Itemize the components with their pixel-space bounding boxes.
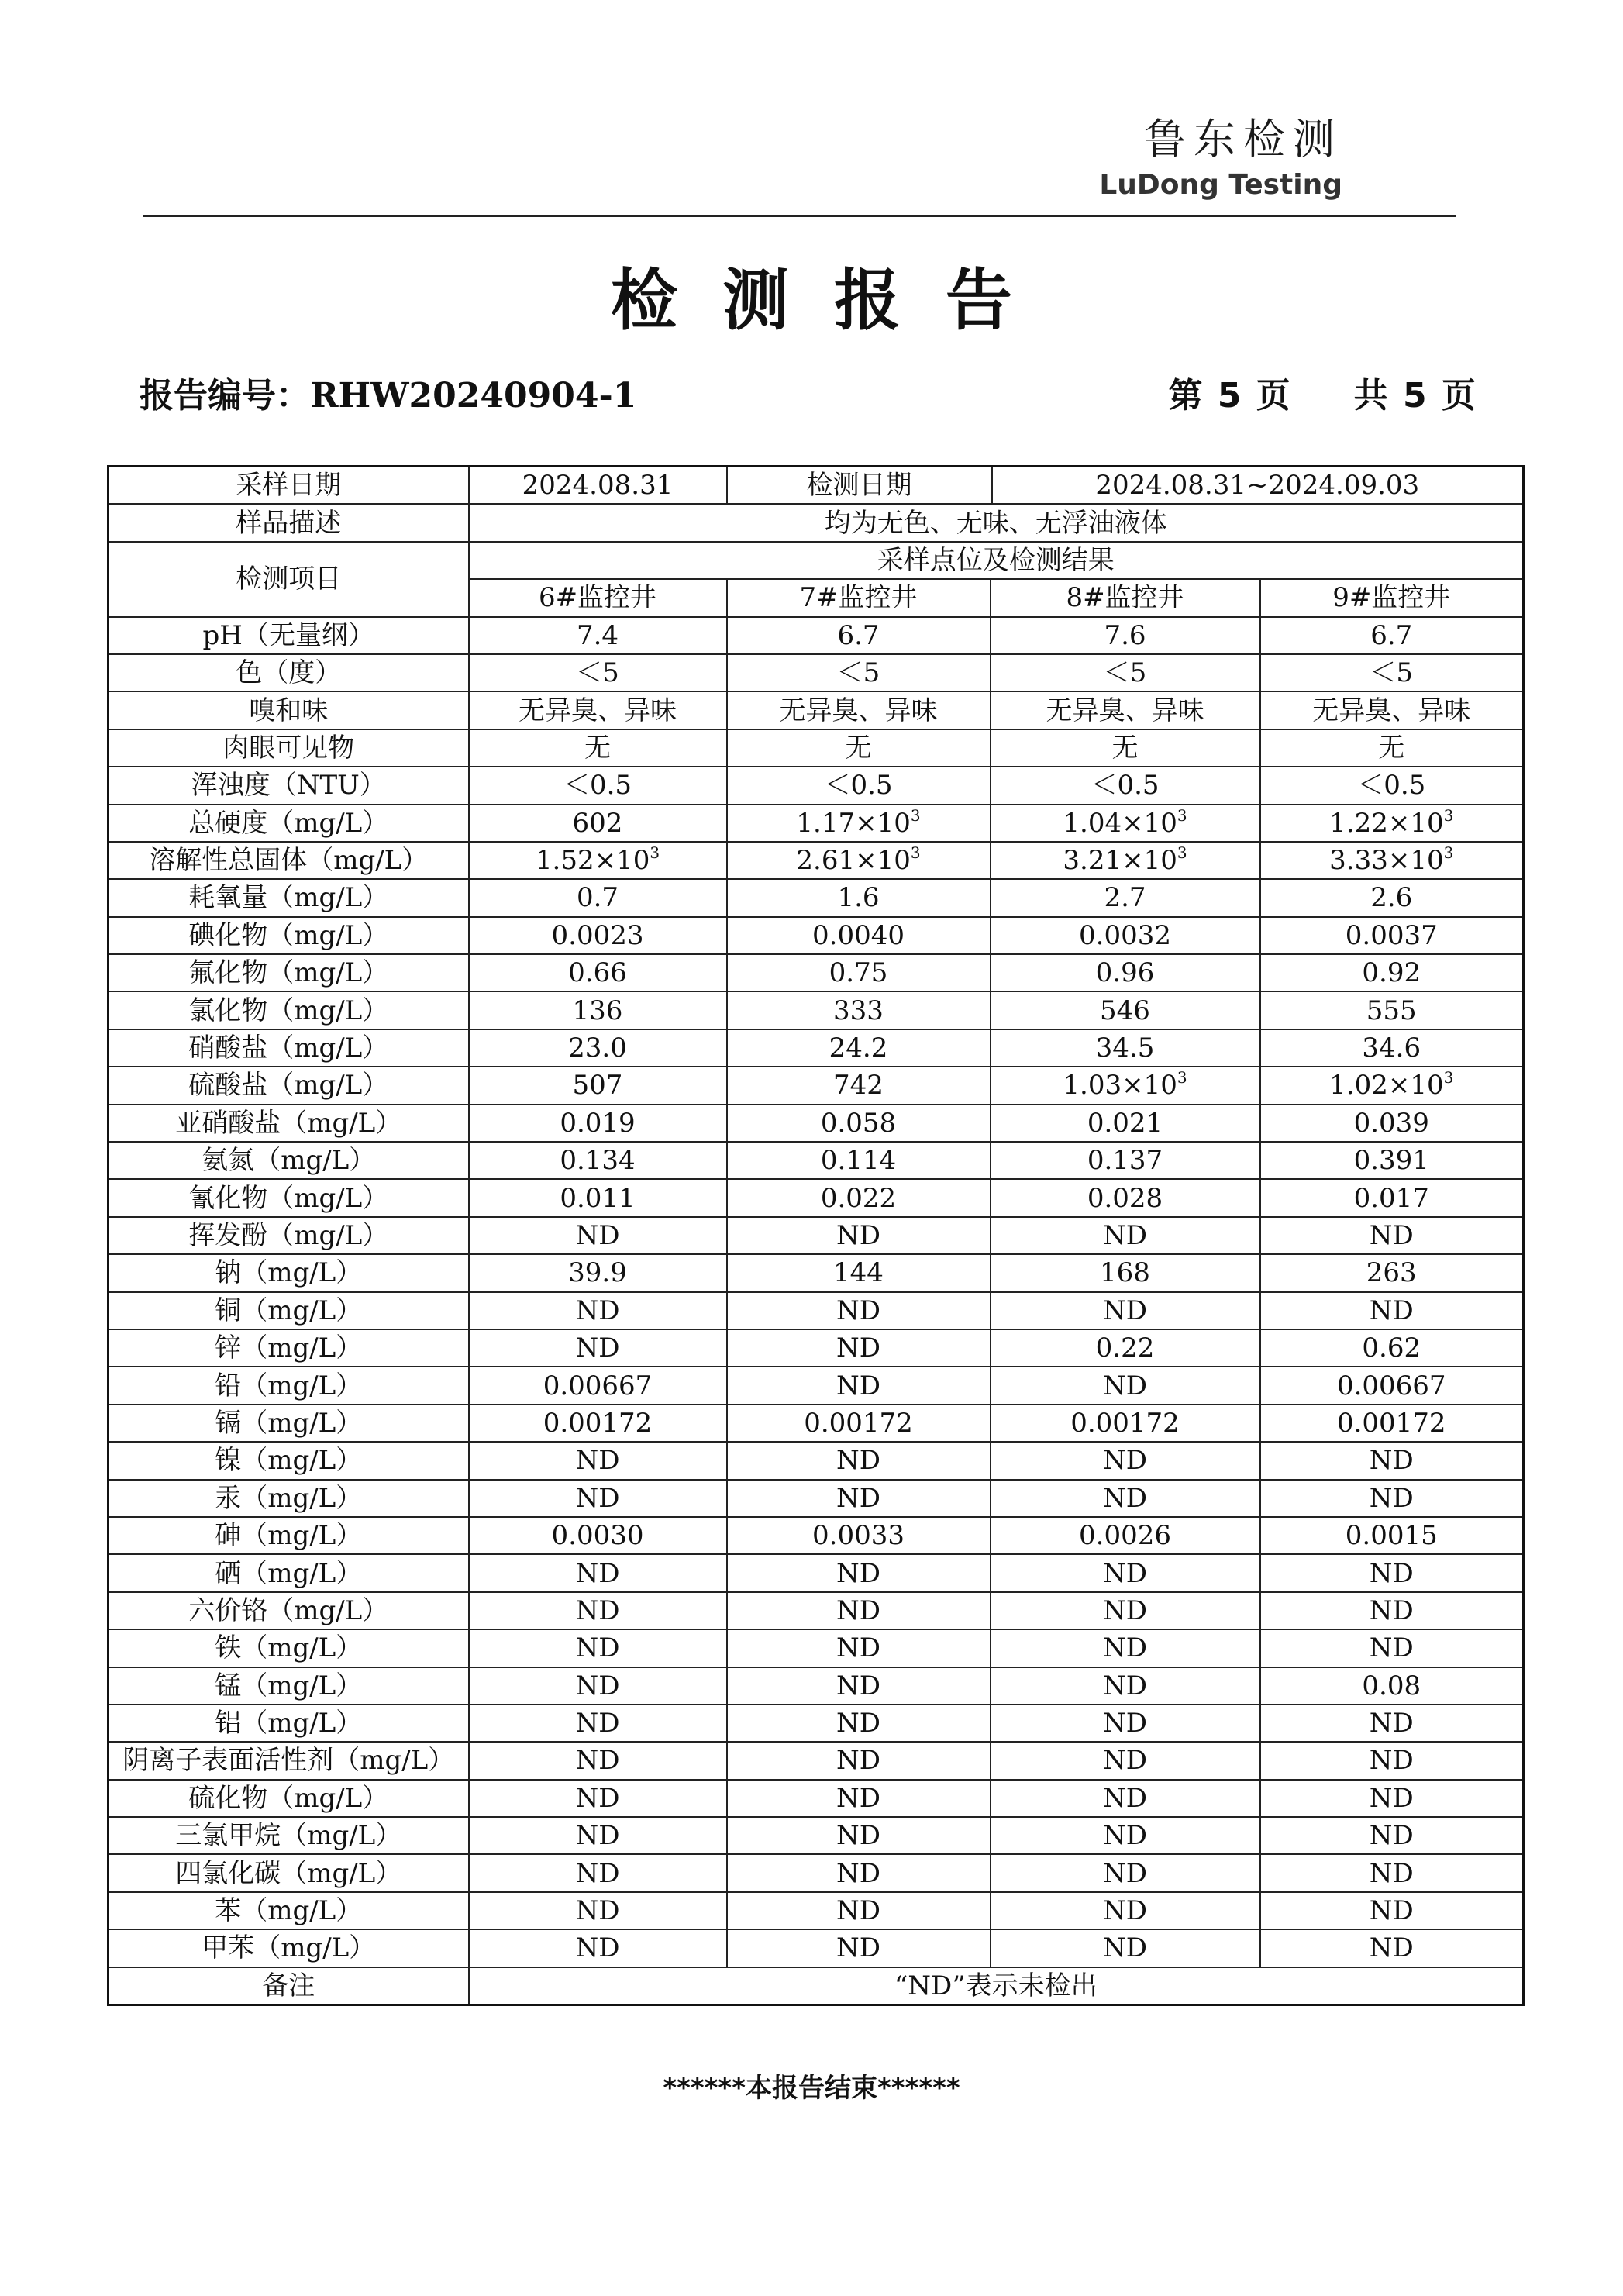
result-value: ND <box>991 1705 1260 1742</box>
result-value: ND <box>991 1929 1260 1967</box>
result-value: 136 <box>469 991 727 1029</box>
result-value: ND <box>991 1217 1260 1254</box>
result-value: ND <box>1260 1480 1524 1517</box>
result-value: $1.03\times 10^3$ <box>991 1067 1260 1104</box>
column-header-6: 6#监控井 <box>469 579 727 616</box>
result-value: 2.7 <box>991 879 1260 916</box>
result-value: ND <box>727 1892 991 1929</box>
test-item-name: 耗氧量（mg/L） <box>109 879 469 916</box>
result-value: ND <box>991 1442 1260 1479</box>
result-value: 0.114 <box>727 1142 991 1179</box>
item-header: 检测项目 <box>109 542 469 617</box>
result-value: ND <box>991 1892 1260 1929</box>
result-value: $1.02\times 10^3$ <box>1260 1067 1524 1104</box>
result-value: $1.52\times 10^3$ <box>469 842 727 879</box>
result-value: ND <box>727 1929 991 1967</box>
result-value: ＜0.5 <box>1260 767 1524 804</box>
test-item-name: 硝酸盐（mg/L） <box>109 1029 469 1067</box>
result-value: ND <box>469 1929 727 1967</box>
brand-name-en: LuDong Testing <box>1099 169 1342 201</box>
result-value: 7.6 <box>991 617 1260 654</box>
table-row <box>109 1817 1524 1854</box>
test-item-name: 氯化物（mg/L） <box>109 991 469 1029</box>
table-row <box>109 1367 1524 1404</box>
result-value: ND <box>727 1742 991 1779</box>
result-value: ND <box>991 1667 1260 1705</box>
result-value: $2.61\times 10^3$ <box>727 842 991 879</box>
result-value: ＜0.5 <box>469 767 727 804</box>
result-value: ND <box>1260 1742 1524 1779</box>
test-item-name: 挥发酚（mg/L） <box>109 1217 469 1254</box>
result-value: ND <box>1260 1817 1524 1854</box>
result-value: 555 <box>1260 991 1524 1029</box>
table-row <box>109 1142 1524 1179</box>
result-value: ND <box>469 1554 727 1591</box>
brand-name-cn: 鲁东检测 <box>1144 115 1342 164</box>
result-value: ND <box>469 1817 727 1854</box>
sample-desc-row <box>109 504 1524 541</box>
result-value: ND <box>469 1292 727 1329</box>
result-value: 0.92 <box>1260 954 1524 991</box>
table-row <box>109 1254 1524 1291</box>
table-row <box>109 1892 1524 1929</box>
result-value: ND <box>1260 1554 1524 1591</box>
result-value: ND <box>727 1705 991 1742</box>
table-row <box>109 1780 1524 1817</box>
result-value: ND <box>1260 1780 1524 1817</box>
result-value: ND <box>1260 1929 1524 1967</box>
test-item-name: 肉眼可见物 <box>109 729 469 767</box>
result-value: 24.2 <box>727 1029 991 1067</box>
result-value: 0.0015 <box>1260 1517 1524 1554</box>
result-value: ND <box>727 1854 991 1891</box>
test-item-name: pH（无量纲） <box>109 617 469 654</box>
table-row <box>109 654 1524 691</box>
page-indicator <box>1163 367 1476 417</box>
test-date-cell <box>727 467 1524 505</box>
result-value: 0.00172 <box>727 1405 991 1442</box>
result-value: 0.08 <box>1260 1667 1524 1705</box>
test-date-value: 2024.08.31~2024.09.03 <box>1095 470 1420 502</box>
result-value: 0.96 <box>991 954 1260 991</box>
result-value: ND <box>469 1592 727 1629</box>
result-value: 0.00172 <box>991 1405 1260 1442</box>
result-value: $1.22\times 10^3$ <box>1260 805 1524 842</box>
result-value: ND <box>727 1629 991 1667</box>
table-row <box>109 1517 1524 1554</box>
result-value: 6.7 <box>1260 617 1524 654</box>
result-value: ND <box>991 1292 1260 1329</box>
result-value: ND <box>727 1480 991 1517</box>
result-value: ND <box>469 1742 727 1779</box>
result-value: ND <box>1260 1629 1524 1667</box>
page-total: 共 5 页 <box>1353 376 1476 415</box>
result-value: 0.011 <box>469 1179 727 1216</box>
result-value: 0.058 <box>727 1105 991 1142</box>
result-value: 0.039 <box>1260 1105 1524 1142</box>
result-value: ND <box>991 1480 1260 1517</box>
table-row <box>109 1179 1524 1216</box>
table-row <box>109 1629 1524 1667</box>
header-divider <box>143 215 1456 217</box>
result-value: 0.028 <box>991 1179 1260 1216</box>
result-value: 333 <box>727 991 991 1029</box>
table-row <box>109 1029 1524 1067</box>
test-item-name: 铜（mg/L） <box>109 1292 469 1329</box>
results-table <box>107 465 1525 2006</box>
result-value: 168 <box>991 1254 1260 1291</box>
result-value: 7.4 <box>469 617 727 654</box>
result-value: 无异臭、异味 <box>1260 691 1524 729</box>
test-item-name: 碘化物（mg/L） <box>109 917 469 954</box>
table-row <box>109 1405 1524 1442</box>
result-value: 144 <box>727 1254 991 1291</box>
table-row <box>109 617 1524 654</box>
sample-desc-label: 样品描述 <box>109 504 469 541</box>
test-item-name: 亚硝酸盐（mg/L） <box>109 1105 469 1142</box>
result-value: ND <box>1260 1292 1524 1329</box>
test-item-name: 总硬度（mg/L） <box>109 805 469 842</box>
test-item-name: 硫化物（mg/L） <box>109 1780 469 1817</box>
test-item-name: 镉（mg/L） <box>109 1405 469 1442</box>
test-item-name: 嗅和味 <box>109 691 469 729</box>
result-value: 0.0037 <box>1260 917 1524 954</box>
test-item-name: 汞（mg/L） <box>109 1480 469 1517</box>
sampling-date-value: 2024.08.31 <box>469 467 727 505</box>
table-row <box>109 1067 1524 1104</box>
result-value: ND <box>469 1217 727 1254</box>
result-value: ND <box>1260 1854 1524 1891</box>
result-value: 0.137 <box>991 1142 1260 1179</box>
result-value: ND <box>991 1780 1260 1817</box>
remarks-text: “ND”表示未检出 <box>469 1967 1524 2005</box>
result-value: ＜5 <box>1260 654 1524 691</box>
result-value: 0.62 <box>1260 1329 1524 1367</box>
result-value: 34.6 <box>1260 1029 1524 1067</box>
result-value: ND <box>469 1892 727 1929</box>
test-item-name: 锰（mg/L） <box>109 1667 469 1705</box>
result-value: ND <box>469 1854 727 1891</box>
result-value: 0.0023 <box>469 917 727 954</box>
result-value: 无异臭、异味 <box>991 691 1260 729</box>
result-value: 0.00172 <box>1260 1405 1524 1442</box>
table-row <box>109 691 1524 729</box>
test-item-name: 色（度） <box>109 654 469 691</box>
results-group-header: 采样点位及检测结果 <box>469 542 1524 579</box>
table-row <box>109 954 1524 991</box>
result-value: 0.019 <box>469 1105 727 1142</box>
result-value: 无 <box>727 729 991 767</box>
result-value: ND <box>991 1629 1260 1667</box>
result-value: ND <box>469 1442 727 1479</box>
result-value: ND <box>469 1780 727 1817</box>
result-value: ND <box>991 1817 1260 1854</box>
test-date-label: 检测日期 <box>728 467 993 503</box>
result-value: ND <box>991 1592 1260 1629</box>
result-value: ND <box>469 1705 727 1742</box>
report-number-label: 报告编号： <box>140 376 310 415</box>
test-item-name: 铝（mg/L） <box>109 1705 469 1742</box>
result-value: 2.6 <box>1260 879 1524 916</box>
result-value: 39.9 <box>469 1254 727 1291</box>
result-value: 0.66 <box>469 954 727 991</box>
result-value: ND <box>727 1367 991 1404</box>
result-value: 无 <box>469 729 727 767</box>
result-value: ND <box>727 1554 991 1591</box>
test-item-name: 铅（mg/L） <box>109 1367 469 1404</box>
test-item-name: 硫酸盐（mg/L） <box>109 1067 469 1104</box>
table-row <box>109 1217 1524 1254</box>
result-value: ND <box>727 1217 991 1254</box>
results-header-row <box>109 542 1524 579</box>
result-value: 0.00172 <box>469 1405 727 1442</box>
result-value: 6.7 <box>727 617 991 654</box>
result-value: 0.0032 <box>991 917 1260 954</box>
result-value: ND <box>727 1329 991 1367</box>
table-row <box>109 842 1524 879</box>
result-value: $1.04\times 10^3$ <box>991 805 1260 842</box>
report-number <box>140 367 636 417</box>
result-value: ND <box>991 1742 1260 1779</box>
result-value: 0.0033 <box>727 1517 991 1554</box>
result-value: 23.0 <box>469 1029 727 1067</box>
test-item-name: 钠（mg/L） <box>109 1254 469 1291</box>
result-value: 0.00667 <box>1260 1367 1524 1404</box>
table-row <box>109 991 1524 1029</box>
result-value: 无异臭、异味 <box>469 691 727 729</box>
result-value: ND <box>1260 1217 1524 1254</box>
sampling-date-label: 采样日期 <box>109 467 469 505</box>
result-value: ND <box>991 1854 1260 1891</box>
result-value: 0.0026 <box>991 1517 1260 1554</box>
result-value: 507 <box>469 1067 727 1104</box>
result-value: 0.134 <box>469 1142 727 1179</box>
page-current: 第 5 页 <box>1168 376 1290 415</box>
remarks-label: 备注 <box>109 1967 469 2005</box>
test-item-name: 镍（mg/L） <box>109 1442 469 1479</box>
column-header-7: 7#监控井 <box>727 579 991 616</box>
result-value: ND <box>1260 1442 1524 1479</box>
result-value: ND <box>727 1780 991 1817</box>
result-value: 263 <box>1260 1254 1524 1291</box>
result-value: ND <box>469 1480 727 1517</box>
test-item-name: 三氯甲烷（mg/L） <box>109 1817 469 1854</box>
column-header-9: 9#监控井 <box>1260 579 1524 616</box>
column-header-8: 8#监控井 <box>991 579 1260 616</box>
test-item-name: 溶解性总固体（mg/L） <box>109 842 469 879</box>
table-row <box>109 1854 1524 1891</box>
test-item-name: 硒（mg/L） <box>109 1554 469 1591</box>
result-value: $1.17\times 10^3$ <box>727 805 991 842</box>
result-value: ND <box>727 1667 991 1705</box>
test-item-name: 阴离子表面活性剂（mg/L） <box>109 1742 469 1779</box>
end-of-report-note: ******本报告结束****** <box>663 2073 960 2104</box>
test-item-name: 六价铬（mg/L） <box>109 1592 469 1629</box>
result-value: 无 <box>991 729 1260 767</box>
result-value: $3.33\times 10^3$ <box>1260 842 1524 879</box>
result-value: ＜5 <box>469 654 727 691</box>
table-row <box>109 1329 1524 1367</box>
test-item-name: 氨氮（mg/L） <box>109 1142 469 1179</box>
test-item-name: 氰化物（mg/L） <box>109 1179 469 1216</box>
result-value: 0.391 <box>1260 1142 1524 1179</box>
table-row <box>109 1105 1524 1142</box>
result-value: ND <box>1260 1592 1524 1629</box>
test-item-name: 苯（mg/L） <box>109 1892 469 1929</box>
result-value: ＜0.5 <box>991 767 1260 804</box>
test-item-name: 锌（mg/L） <box>109 1329 469 1367</box>
result-value: ＜5 <box>991 654 1260 691</box>
result-value: 0.022 <box>727 1179 991 1216</box>
result-value: 0.00667 <box>469 1367 727 1404</box>
result-value: 602 <box>469 805 727 842</box>
result-value: ND <box>727 1442 991 1479</box>
table-row <box>109 1742 1524 1779</box>
company-brand <box>1099 115 1342 203</box>
test-item-name: 甲苯（mg/L） <box>109 1929 469 1967</box>
report-number-value: RHW20240904-1 <box>310 376 637 415</box>
table-row <box>109 879 1524 916</box>
result-value: 546 <box>991 991 1260 1029</box>
table-row <box>109 917 1524 954</box>
table-row <box>109 1667 1524 1705</box>
remarks-row <box>109 1967 1524 2005</box>
test-item-name: 浑浊度（NTU） <box>109 767 469 804</box>
result-value: 0.0040 <box>727 917 991 954</box>
table-row <box>109 1705 1524 1742</box>
table-row <box>109 729 1524 767</box>
result-value: ND <box>727 1592 991 1629</box>
result-value: ND <box>991 1367 1260 1404</box>
result-value: ND <box>469 1667 727 1705</box>
result-value: ND <box>1260 1892 1524 1929</box>
result-value: 0.021 <box>991 1105 1260 1142</box>
result-value: 0.7 <box>469 879 727 916</box>
sampling-date-row <box>109 467 1524 505</box>
result-value: ND <box>991 1554 1260 1591</box>
table-row <box>109 805 1524 842</box>
test-item-name: 铁（mg/L） <box>109 1629 469 1667</box>
result-value: 1.6 <box>727 879 991 916</box>
result-value: 无 <box>1260 729 1524 767</box>
table-row <box>109 767 1524 804</box>
document-title: 检测报告 <box>611 261 1057 340</box>
table-row <box>109 1292 1524 1329</box>
table-row <box>109 1592 1524 1629</box>
result-value: 无异臭、异味 <box>727 691 991 729</box>
result-value: ND <box>469 1629 727 1667</box>
table-row <box>109 1442 1524 1479</box>
result-value: ＜5 <box>727 654 991 691</box>
table-row <box>109 1929 1524 1967</box>
result-value: $3.21\times 10^3$ <box>991 842 1260 879</box>
table-row <box>109 1480 1524 1517</box>
result-value: ND <box>727 1292 991 1329</box>
test-item-name: 四氯化碳（mg/L） <box>109 1854 469 1891</box>
result-value: ND <box>469 1329 727 1367</box>
test-item-name: 砷（mg/L） <box>109 1517 469 1554</box>
result-value: 0.22 <box>991 1329 1260 1367</box>
result-value: ND <box>1260 1705 1524 1742</box>
result-value: 0.0030 <box>469 1517 727 1554</box>
result-value: 742 <box>727 1067 991 1104</box>
result-value: ＜0.5 <box>727 767 991 804</box>
result-value: 0.017 <box>1260 1179 1524 1216</box>
result-value: 34.5 <box>991 1029 1260 1067</box>
test-item-name: 氟化物（mg/L） <box>109 954 469 991</box>
result-value: 0.75 <box>727 954 991 991</box>
result-value: ND <box>727 1817 991 1854</box>
table-row <box>109 1554 1524 1591</box>
sample-desc-value: 均为无色、无味、无浮油液体 <box>469 504 1524 541</box>
